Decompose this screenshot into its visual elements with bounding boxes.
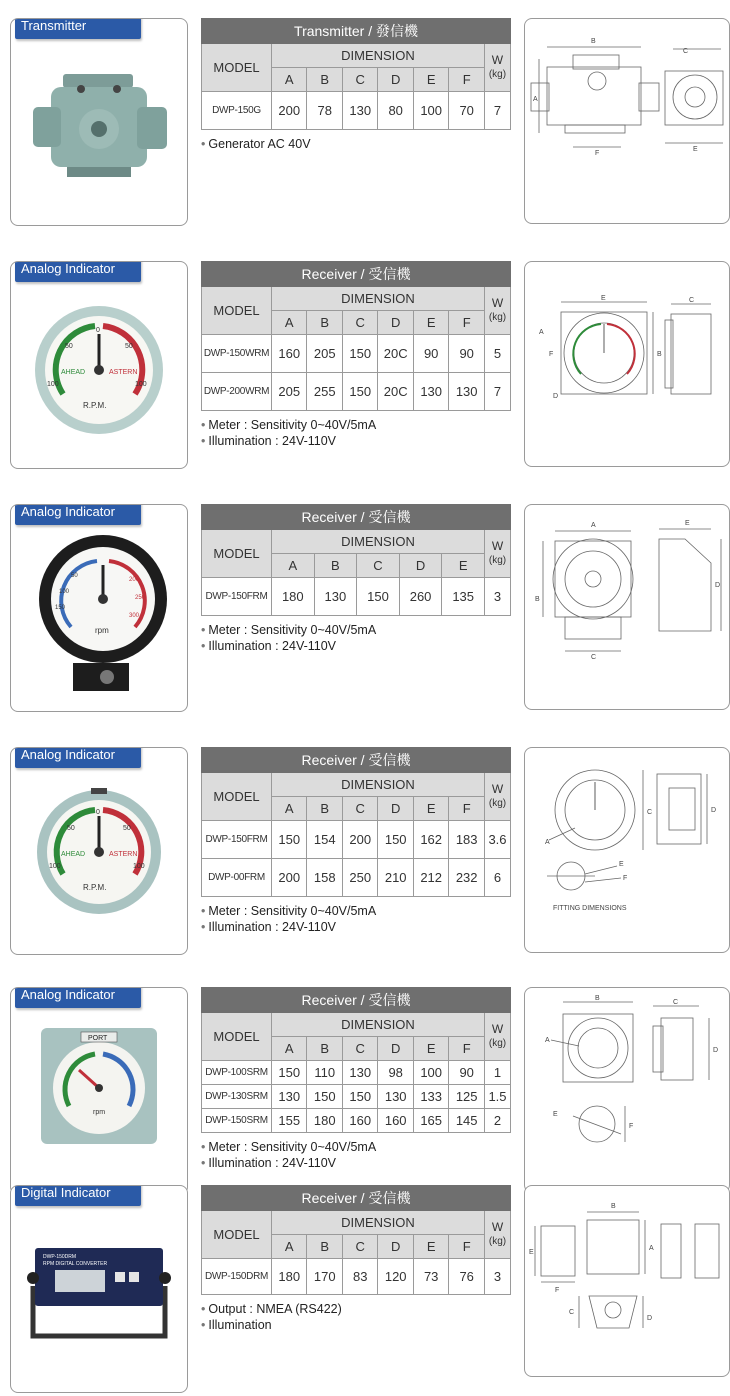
dial-label: 100 <box>135 381 147 388</box>
svg-text:C: C <box>689 297 695 304</box>
spec-notes <box>201 903 511 935</box>
model-cell: DWP-150WRM <box>202 335 272 373</box>
column-header: C <box>357 554 400 578</box>
value-cell: 20C <box>378 335 413 373</box>
column-header: C <box>342 68 377 92</box>
dimension-drawing <box>524 987 730 1193</box>
svg-text:B: B <box>595 995 600 1002</box>
table-row <box>202 335 511 373</box>
value-cell: 154 <box>307 821 342 859</box>
value-cell: 100 <box>413 1061 448 1085</box>
column-header: B <box>307 1235 342 1259</box>
svg-text:B: B <box>591 38 596 45</box>
table-title: Receiver / 受信機 <box>202 988 511 1013</box>
model-cell: DWP-100SRM <box>202 1061 272 1085</box>
dial-label: 0 <box>96 809 100 816</box>
column-header: C <box>342 797 377 821</box>
value-cell: 232 <box>449 859 485 897</box>
dial-label: AHEAD <box>61 851 86 858</box>
column-header: F <box>449 797 485 821</box>
column-header: F <box>449 311 485 335</box>
note-line: • Illumination : 24V-110V <box>201 433 511 449</box>
value-cell: 78 <box>307 92 342 130</box>
column-header: F <box>449 68 485 92</box>
value-cell: 80 <box>378 92 413 130</box>
value-cell: 165 <box>413 1109 448 1133</box>
section-analog-indicator-4 <box>0 987 730 1197</box>
section-analog-indicator-3 <box>0 747 730 957</box>
dial-label: 50 <box>71 573 78 579</box>
dial-label: 300 <box>129 613 140 619</box>
value-cell: 150 <box>342 1085 377 1109</box>
indicator-photo <box>10 261 188 469</box>
table-row <box>202 821 511 859</box>
column-header: D <box>378 311 413 335</box>
model-header: MODEL <box>202 1013 272 1061</box>
column-header: E <box>442 554 485 578</box>
value-cell: 200 <box>272 92 307 130</box>
dial-label: 100 <box>133 863 145 870</box>
value-cell: 160 <box>272 335 307 373</box>
indicator-photo <box>10 1185 188 1393</box>
value-cell: 150 <box>378 821 413 859</box>
section-tag: Analog Indicator <box>15 504 141 525</box>
column-header: E <box>413 1235 448 1259</box>
column-header: B <box>314 554 357 578</box>
spec-table-transmitter <box>201 18 511 152</box>
column-header: B <box>307 1037 342 1061</box>
weight-header: W (kg) <box>484 773 510 821</box>
dimension-header: DIMENSION <box>272 287 485 311</box>
transmitter-drawing <box>525 19 729 223</box>
value-cell: 155 <box>272 1109 307 1133</box>
table-row <box>202 1259 511 1295</box>
svg-text:F: F <box>549 351 554 358</box>
weight-cell: 2 <box>484 1109 510 1133</box>
spec-notes <box>201 622 511 654</box>
svg-text:C: C <box>647 809 653 816</box>
note-line: • Output : NMEA (RS422) <box>201 1301 511 1317</box>
weight-cell: 7 <box>484 92 510 130</box>
dimension-header: DIMENSION <box>272 44 485 68</box>
table-row <box>202 373 511 411</box>
value-cell: 73 <box>413 1259 448 1295</box>
section-analog-indicator-1 <box>0 261 730 471</box>
svg-text:B: B <box>657 351 662 358</box>
dial-label: 100 <box>59 589 70 595</box>
value-cell: 110 <box>307 1061 342 1085</box>
weight-cell: 1 <box>484 1061 510 1085</box>
value-cell: 130 <box>449 373 485 411</box>
section-tag: Digital Indicator <box>15 1185 141 1206</box>
indicator-photo <box>10 504 188 712</box>
column-header: A <box>272 68 307 92</box>
value-cell: 125 <box>449 1085 485 1109</box>
value-cell: 160 <box>378 1109 413 1133</box>
spec-notes <box>201 1139 511 1171</box>
value-cell: 160 <box>342 1109 377 1133</box>
column-header: A <box>272 311 307 335</box>
dial-label: R.P.M. <box>83 883 107 892</box>
column-header: D <box>378 797 413 821</box>
indicator-drawing <box>525 262 729 466</box>
svg-text:F: F <box>629 1123 634 1130</box>
dial-label: ASTERN <box>109 369 138 376</box>
indicator-drawing <box>525 988 729 1192</box>
weight-header: W (kg) <box>484 44 510 92</box>
svg-text:A: A <box>539 329 544 336</box>
svg-text:E: E <box>529 1249 534 1256</box>
svg-text:D: D <box>713 1047 719 1054</box>
model-header: MODEL <box>202 44 272 92</box>
value-cell: 210 <box>378 859 413 897</box>
weight-header: W (kg) <box>484 1211 510 1259</box>
weight-header: W (kg) <box>484 1013 510 1061</box>
value-cell: 76 <box>449 1259 485 1295</box>
value-cell: 20C <box>378 373 413 411</box>
model-cell: DWP-150FRM <box>202 578 272 616</box>
svg-text:A: A <box>591 522 596 529</box>
column-header: D <box>378 68 413 92</box>
value-cell: 150 <box>307 1085 342 1109</box>
column-header: A <box>272 797 307 821</box>
dial-label: 250 <box>135 595 146 601</box>
table-title: Receiver / 受信機 <box>202 748 511 773</box>
section-tag: Analog Indicator <box>15 987 141 1008</box>
value-cell: 145 <box>449 1109 485 1133</box>
value-cell: 135 <box>442 578 485 616</box>
spec-notes <box>201 417 511 449</box>
weight-cell: 7 <box>484 373 510 411</box>
value-cell: 90 <box>449 1061 485 1085</box>
note-line: • Meter : Sensitivity 0~40V/5mA <box>201 903 511 919</box>
dial-label: rpm <box>95 626 109 635</box>
dial-label: 50 <box>125 343 133 350</box>
value-cell: 170 <box>307 1259 342 1295</box>
value-cell: 212 <box>413 859 448 897</box>
indicator-image <box>11 262 187 468</box>
svg-text:A: A <box>545 839 550 846</box>
dial-label: 0 <box>96 327 100 334</box>
svg-text:E: E <box>693 146 698 153</box>
svg-text:A: A <box>533 96 538 103</box>
table-row <box>202 578 511 616</box>
value-cell: 205 <box>307 335 342 373</box>
model-cell: DWP-200WRM <box>202 373 272 411</box>
spec-table-receiver <box>201 1185 511 1333</box>
svg-text:D: D <box>647 1315 653 1322</box>
dial-label: 50 <box>65 343 73 350</box>
svg-text:D: D <box>553 393 559 400</box>
note-line: • Illumination <box>201 1317 511 1333</box>
transmitter-photo <box>10 18 188 226</box>
indicator-photo <box>10 987 188 1195</box>
dimension-header: DIMENSION <box>272 773 485 797</box>
dial-label: PORT <box>88 1035 108 1042</box>
device-label: DWP-150DRM <box>43 1254 77 1260</box>
note-line: • Illumination : 24V-110V <box>201 1155 511 1171</box>
model-header: MODEL <box>202 287 272 335</box>
model-header: MODEL <box>202 530 272 578</box>
dial-label: 100 <box>49 863 61 870</box>
svg-text:F: F <box>595 150 600 157</box>
value-cell: 250 <box>342 859 377 897</box>
table-title: Receiver / 受信機 <box>202 262 511 287</box>
weight-cell: 3 <box>484 1259 510 1295</box>
value-cell: 205 <box>272 373 307 411</box>
section-tag: Transmitter <box>15 18 141 39</box>
svg-text:B: B <box>611 1203 616 1210</box>
section-tag: Analog Indicator <box>15 747 141 768</box>
column-header: D <box>399 554 442 578</box>
section-tag: Analog Indicator <box>15 261 141 282</box>
svg-text:A: A <box>545 1037 550 1044</box>
column-header: B <box>307 68 342 92</box>
value-cell: 180 <box>307 1109 342 1133</box>
value-cell: 150 <box>342 373 377 411</box>
dial-label: 200 <box>129 577 140 583</box>
svg-text:A: A <box>649 1245 654 1252</box>
note-line: • Generator AC 40V <box>201 136 511 152</box>
svg-text:C: C <box>683 48 689 55</box>
spec-table-receiver <box>201 261 511 449</box>
svg-text:E: E <box>553 1111 558 1118</box>
value-cell: 100 <box>413 92 448 130</box>
value-cell: 162 <box>413 821 448 859</box>
svg-text:D: D <box>711 807 717 814</box>
table-row <box>202 1109 511 1133</box>
svg-text:B: B <box>535 596 540 603</box>
spec-table-receiver <box>201 504 511 654</box>
column-header: A <box>272 1235 307 1259</box>
column-header: C <box>342 1037 377 1061</box>
table-row <box>202 1061 511 1085</box>
weight-cell: 1.5 <box>484 1085 510 1109</box>
dial-label: 50 <box>67 825 75 832</box>
value-cell: 90 <box>413 335 448 373</box>
indicator-drawing <box>525 505 729 709</box>
value-cell: 150 <box>272 1061 307 1085</box>
value-cell: 83 <box>342 1259 377 1295</box>
dimension-drawing <box>524 18 730 224</box>
table-row <box>202 1085 511 1109</box>
value-cell: 130 <box>314 578 357 616</box>
svg-text:C: C <box>673 999 679 1006</box>
indicator-image <box>11 505 187 711</box>
value-cell: 130 <box>342 92 377 130</box>
svg-text:E: E <box>685 520 690 527</box>
column-header: E <box>413 68 448 92</box>
model-cell: DWP-130SRM <box>202 1085 272 1109</box>
indicator-photo <box>10 747 188 955</box>
model-cell: DWP-150G <box>202 92 272 130</box>
value-cell: 70 <box>449 92 485 130</box>
dimension-drawing <box>524 747 730 953</box>
note-line: • Meter : Sensitivity 0~40V/5mA <box>201 1139 511 1155</box>
model-cell: DWP-150SRM <box>202 1109 272 1133</box>
column-header: A <box>272 554 315 578</box>
table-title: Receiver / 受信機 <box>202 1186 511 1211</box>
value-cell: 158 <box>307 859 342 897</box>
value-cell: 130 <box>378 1085 413 1109</box>
model-cell: DWP-150FRM <box>202 821 272 859</box>
value-cell: 90 <box>449 335 485 373</box>
svg-text:E: E <box>601 295 606 302</box>
indicator-image <box>11 748 187 954</box>
dial-label: 100 <box>47 381 59 388</box>
dial-label: rpm <box>93 1109 106 1116</box>
dimension-drawing <box>524 504 730 710</box>
section-analog-indicator-2 <box>0 504 730 714</box>
value-cell: 200 <box>342 821 377 859</box>
spec-table-receiver <box>201 747 511 935</box>
indicator-image <box>11 1186 187 1392</box>
svg-text:F: F <box>623 875 628 882</box>
table-title: Transmitter / 發信機 <box>202 19 511 44</box>
column-header: C <box>342 1235 377 1259</box>
column-header: D <box>378 1037 413 1061</box>
weight-cell: 3 <box>485 578 511 616</box>
dimension-drawing <box>524 261 730 467</box>
dial-label: 50 <box>123 825 131 832</box>
spec-notes <box>201 136 511 152</box>
value-cell: 133 <box>413 1085 448 1109</box>
indicator-drawing <box>525 748 729 952</box>
model-header: MODEL <box>202 773 272 821</box>
dial-label: R.P.M. <box>83 401 107 410</box>
dimension-header: DIMENSION <box>272 1013 485 1037</box>
weight-cell: 6 <box>484 859 510 897</box>
spec-notes <box>201 1301 511 1333</box>
model-cell: DWP-150DRM <box>202 1259 272 1295</box>
value-cell: 120 <box>378 1259 413 1295</box>
weight-cell: 3.6 <box>484 821 510 859</box>
column-header: D <box>378 1235 413 1259</box>
dimension-header: DIMENSION <box>272 530 485 554</box>
dial-label: AHEAD <box>61 369 86 376</box>
column-header: A <box>272 1037 307 1061</box>
dimension-drawing <box>524 1185 730 1377</box>
value-cell: 260 <box>399 578 442 616</box>
column-header: C <box>342 311 377 335</box>
transmitter-image <box>11 19 187 225</box>
value-cell: 130 <box>413 373 448 411</box>
digital-drawing <box>525 1186 729 1376</box>
value-cell: 180 <box>272 578 315 616</box>
section-transmitter <box>0 18 730 228</box>
dimension-header: DIMENSION <box>272 1211 485 1235</box>
svg-text:F: F <box>555 1287 560 1294</box>
model-cell: DWP-00FRM <box>202 859 272 897</box>
section-digital-indicator <box>0 1185 730 1395</box>
value-cell: 130 <box>342 1061 377 1085</box>
column-header: B <box>307 311 342 335</box>
device-label: RPM DIGITAL CONVERTER <box>43 1261 108 1267</box>
value-cell: 180 <box>272 1259 307 1295</box>
weight-header: W (kg) <box>485 530 511 578</box>
column-header: E <box>413 797 448 821</box>
value-cell: 150 <box>342 335 377 373</box>
value-cell: 98 <box>378 1061 413 1085</box>
svg-text:C: C <box>591 654 597 661</box>
svg-text:E: E <box>619 861 624 868</box>
value-cell: 150 <box>272 821 307 859</box>
value-cell: 255 <box>307 373 342 411</box>
indicator-image <box>11 988 187 1194</box>
note-line: • Meter : Sensitivity 0~40V/5mA <box>201 417 511 433</box>
drawing-caption: FITTING DIMENSIONS <box>553 905 627 912</box>
table-title: Receiver / 受信機 <box>202 505 511 530</box>
svg-text:D: D <box>715 582 721 589</box>
weight-header: W (kg) <box>484 287 510 335</box>
table-row <box>202 859 511 897</box>
column-header: B <box>307 797 342 821</box>
table-row <box>202 92 511 130</box>
dial-label: ASTERN <box>109 851 138 858</box>
note-line: • Illumination : 24V-110V <box>201 919 511 935</box>
value-cell: 130 <box>272 1085 307 1109</box>
column-header: F <box>449 1235 485 1259</box>
value-cell: 183 <box>449 821 485 859</box>
note-line: • Illumination : 24V-110V <box>201 638 511 654</box>
column-header: F <box>449 1037 485 1061</box>
note-line: • Meter : Sensitivity 0~40V/5mA <box>201 622 511 638</box>
value-cell: 150 <box>357 578 400 616</box>
dial-label: 150 <box>55 605 66 611</box>
svg-text:C: C <box>569 1309 575 1316</box>
column-header: E <box>413 1037 448 1061</box>
weight-cell: 5 <box>484 335 510 373</box>
model-header: MODEL <box>202 1211 272 1259</box>
spec-table-receiver <box>201 987 511 1171</box>
value-cell: 200 <box>272 859 307 897</box>
column-header: E <box>413 311 448 335</box>
